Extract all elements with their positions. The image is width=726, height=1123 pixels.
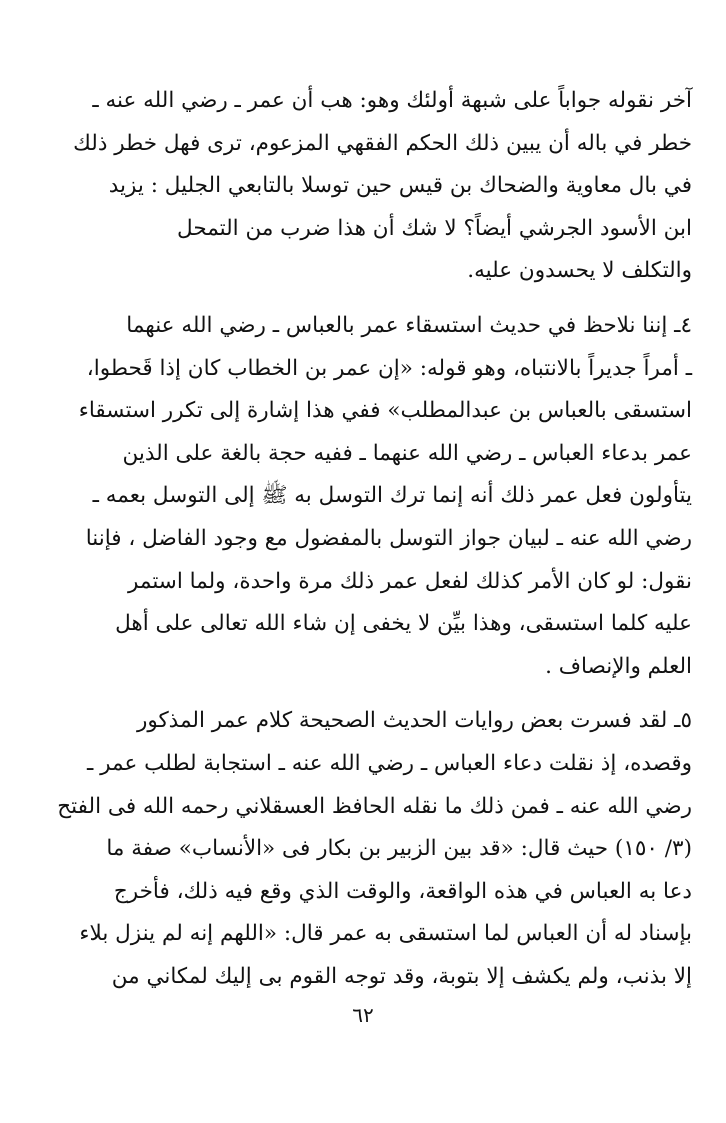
- text-line: آخر نقوله جواباً على شبهة أولئك وهو: هب أن عمر ـ رضي الله عنه ـ: [92, 88, 692, 113]
- text-line: استسقى بالعباس بن عبدالمطلب» ففي هذا إشارة إلى تكرر استسقاء: [78, 398, 692, 424]
- paragraph-1: [40, 80, 692, 293]
- text-line: دعا به العباس في هذه الواقعة، والوقت الذي وقع فيه ذلك، فأخرج: [113, 878, 692, 904]
- text-line: رضي الله عنه ـ لبيان جواز التوسل بالمفضول مع وجود الفاضل ، فإننا: [85, 525, 692, 551]
- text-line: ٤ـ إننا نلاحظ في حديث استسقاء عمر بالعباس ـ رضي الله عنهما: [126, 312, 692, 338]
- paragraph-3: [40, 700, 692, 998]
- text-line: وقصده، إذ نقلت دعاء العباس ـ رضي الله عنه ـ استجابة لطلب عمر ـ: [87, 750, 692, 776]
- page-body: [40, 80, 692, 1010]
- text-line: (٣/ ١٥٠) حيث قال: «قد بين الزبير بن بكار فى «الأنساب» صفة ما: [106, 836, 692, 862]
- text-line: عمر بدعاء العباس ـ رضي الله عنهما ـ ففيه حجة بالغة على الذين: [122, 440, 692, 466]
- text-line: إلا بذنب، ولم يكشف إلا بتوبة، وقد توجه القوم بى إليك لمكاني من: [111, 963, 692, 989]
- text-line: رضي الله عنه ـ فمن ذلك ما نقله الحافظ العسقلاني رحمه الله فى الفتح: [57, 793, 692, 819]
- text-line: نقول: لو كان الأمر كذلك لفعل عمر ذلك مرة واحدة، ولما استمر: [128, 568, 692, 594]
- text-line: ـ أمراً جديراً بالانتباه، وهو قوله: «إن عمر بن الخطاب كان إذا قَحطوا،: [86, 355, 692, 381]
- text-line: ابن الأسود الجرشي أيضاً؟ لا شك أن هذا ضرب من التمحل: [177, 215, 692, 241]
- text-line: في بال معاوية والضحاك بن قيس حين توسلا بالتابعي الجليل : يزيد: [108, 173, 692, 199]
- text-line: بإسناد له أن العباس لما استسقى به عمر قال: «اللهم إنه لم ينزل بلاء: [79, 921, 692, 947]
- text-line: العلم والإنصاف .: [545, 653, 692, 679]
- text-line: خطر في باله أن يبين ذلك الحكم الفقهي المزعوم، ترى فهل خطر ذلك: [73, 130, 692, 156]
- text-line: ٥ـ لقد فسرت بعض روايات الحديث الصحيحة كلام عمر المذكور: [136, 708, 692, 734]
- text-line: يتأولون فعل عمر ذلك أنه إنما ترك التوسل به ﷺ إلى التوسل بعمه ـ: [92, 483, 692, 509]
- paragraph-2: [40, 305, 692, 688]
- page-number: ٦٢: [352, 1003, 374, 1027]
- text-line: عليه كلما استسقى، وهذا بيِّن لا يخفى إن شاء الله تعالى على أهل: [115, 611, 692, 637]
- text-line: والتكلف لا يحسدون عليه.: [467, 258, 692, 284]
